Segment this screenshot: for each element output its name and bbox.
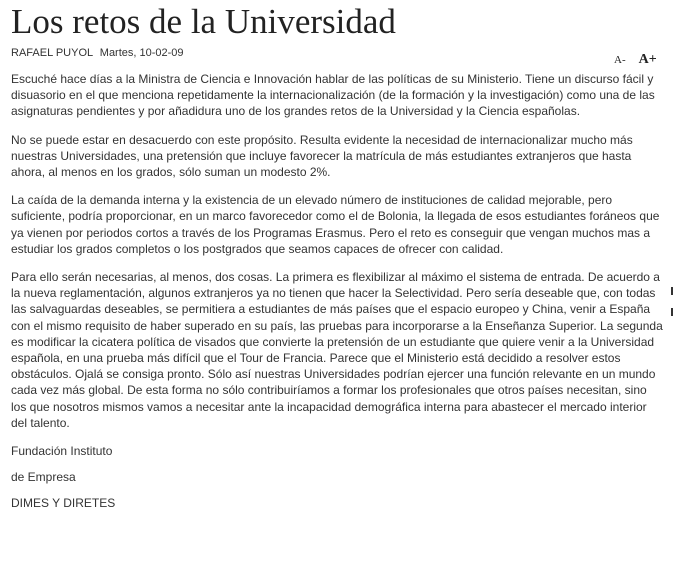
paragraph-3: La caída de la demanda interna y la existencia de un elevado número de instituciones de calidad mejorable, pero suficiente, podría proporcionar, en un marco favorecedor como el de Bolonia, la llegada de esos estudiantes foráneos que ya vienen por periodos cortos a través de los Programas Erasmus. Pero el reto es conseguir que vengan muchos mas a estudiar los grados completos o los postgrados que seamos capaces de ofrecer con calidad. xyxy=(11,193,660,256)
font-size-controls xyxy=(614,50,657,68)
article-body xyxy=(11,71,664,522)
signature-line-3: DIMES Y DIRETES xyxy=(11,496,116,511)
byline xyxy=(11,47,184,60)
article-title: Los retos de la Universidad xyxy=(11,2,396,41)
edge-marker xyxy=(671,308,673,316)
decrease-font-button[interactable]: A- xyxy=(614,54,626,66)
signature-line-2: de Empresa xyxy=(11,470,76,485)
signature-line-1: Fundación Instituto xyxy=(11,444,113,459)
increase-font-button[interactable]: A+ xyxy=(638,52,657,67)
author-name[interactable]: RAFAEL PUYOL xyxy=(11,47,93,59)
paragraph-2: No se puede estar en desacuerdo con este propósito. Resulta evidente la necesidad de internacionalizar mucho más nuestras Universidades, una pretensión que incluye favorecer la matrícula de más estudiantes extranjeros que hasta ahora, al menos en los grados, sólo suman un modesto 2%. xyxy=(11,132,633,180)
paragraph-4: Para ello serán necesarias, al menos, dos cosas. La primera es flexibilizar al máximo el sistema de entrada. De acuerdo a la nueva reglamentación, algunos extranjeros ya no tienen que hacer la Selectividad. Pero sería deseable que, con todas las salvaguardas deseables, se permitiera a estudiantes de más países que el espacio europeo y China, venir a España con el mismo requisito de haber superado en su país, las pruebas para incorporarse a la Enseñanza Superior. La segunda es modificar la cicatera política de visados que convierte la pretensión de un estudiante que quiere venir a la Universidad española, en una prueba más difícil que el Tour de Francia. Parece que el Ministerio está decidido a resolver estos obstáculos. Ojalá se consiga pronto. Sólo así nuestras Universidades podrían ejercer una función relevante en un mundo cada vez más global. De esta forma no sólo contribuiríamos a formar los profesionales que otros países necesitan, sino los que nosotros mismos vamos a necesitar ante la incapacidad demográfica interna para abastecer el mercado interior del talento. xyxy=(11,270,663,430)
edge-marker xyxy=(671,287,673,295)
paragraph-1: Escuché hace días a la Ministra de Ciencia e Innovación hablar de las políticas de su Ministerio. Tiene un discurso fácil y disuasorio en el que menciona repetidamente la internacionalización (de la formación y la investigación) como una de las asignaturas pendientes y por añadidura uno de los grandes retos de la Universidad y la Ciencia españolas. xyxy=(11,72,655,119)
publish-date: Martes, 10-02-09 xyxy=(99,47,184,59)
